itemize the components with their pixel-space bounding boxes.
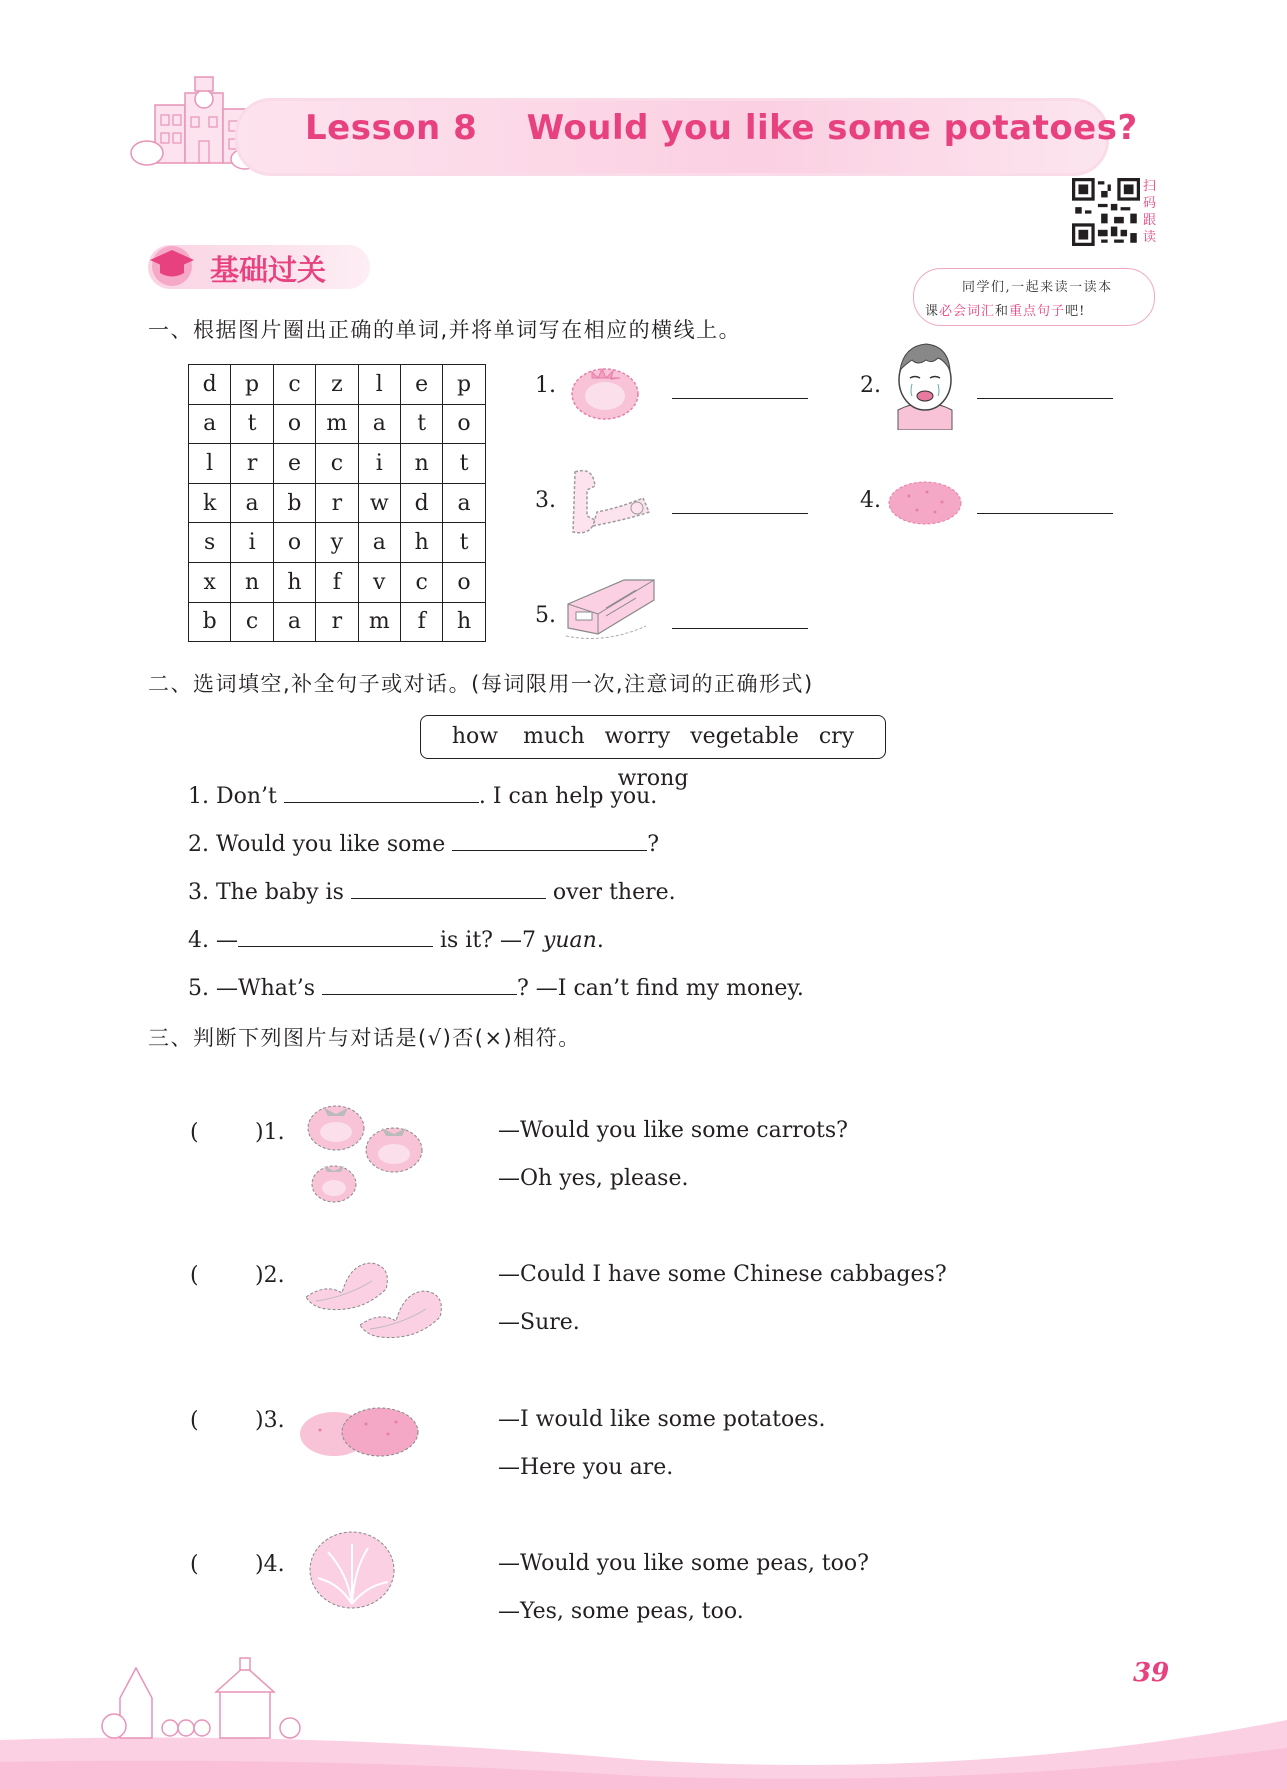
- word-option[interactable]: how much: [451, 724, 585, 749]
- dialogue-line: —Would you like some carrots?: [498, 1118, 848, 1143]
- potatoes-icon: [296, 1404, 422, 1462]
- dialogue-line: —Could I have some Chinese cabbages?: [498, 1262, 947, 1287]
- grid-cell[interactable]: d: [189, 365, 231, 405]
- open-paren: (: [190, 1408, 199, 1433]
- grid-cell[interactable]: a: [358, 523, 400, 563]
- fill-sentence-3: 3. The baby is over there.: [188, 880, 676, 905]
- grid-cell[interactable]: z: [316, 365, 358, 405]
- judge-box[interactable]: [208, 1257, 256, 1293]
- grid-cell[interactable]: t: [443, 523, 485, 563]
- grid-cell[interactable]: s: [189, 523, 231, 563]
- answer-blank[interactable]: [284, 782, 479, 803]
- reading-tip-line2: 课必会词汇和重点句子吧!: [925, 304, 1086, 319]
- grid-row: [189, 444, 486, 484]
- grid-cell[interactable]: c: [316, 444, 358, 484]
- answer-line[interactable]: [672, 513, 808, 514]
- tomato-icon: [568, 356, 642, 422]
- grid-cell[interactable]: r: [316, 483, 358, 523]
- grid-cell[interactable]: a: [358, 404, 400, 444]
- cabbages-icon: [300, 1255, 446, 1347]
- fill-sentence-4: 4. — is it? —7 yuan.: [188, 928, 604, 953]
- dialogue-line: —I would like some potatoes.: [498, 1407, 826, 1432]
- grid-cell[interactable]: b: [273, 483, 315, 523]
- grid-cell[interactable]: c: [400, 562, 442, 602]
- dialogue-line: —Oh yes, please.: [498, 1166, 689, 1191]
- grid-row: [189, 483, 486, 523]
- answer-line[interactable]: [977, 513, 1113, 514]
- answer-line[interactable]: [672, 398, 808, 399]
- dialogue-line: —Sure.: [498, 1310, 580, 1335]
- open-paren: (: [190, 1120, 199, 1145]
- town-illustration-icon: [100, 1650, 320, 1740]
- grid-cell[interactable]: c: [273, 365, 315, 405]
- grid-cell[interactable]: i: [358, 444, 400, 484]
- grid-cell[interactable]: r: [231, 444, 273, 484]
- item-number: )2.: [255, 1263, 285, 1288]
- cabbage-icon: [306, 1528, 398, 1612]
- graduation-cap-icon: [144, 240, 200, 288]
- grid-row: [189, 602, 486, 642]
- grid-cell[interactable]: o: [443, 404, 485, 444]
- open-paren: (: [190, 1263, 199, 1288]
- telephone-icon: [565, 466, 657, 538]
- item-number: )1.: [255, 1120, 285, 1145]
- grid-cell[interactable]: m: [358, 602, 400, 642]
- grid-cell[interactable]: n: [400, 444, 442, 484]
- dialogue-line: —Yes, some peas, too.: [498, 1599, 744, 1624]
- word-option[interactable]: worry: [604, 724, 671, 749]
- grid-cell[interactable]: o: [273, 404, 315, 444]
- grid-cell[interactable]: a: [189, 404, 231, 444]
- grid-cell[interactable]: o: [273, 523, 315, 563]
- item-number: 3.: [535, 488, 556, 513]
- grid-cell[interactable]: h: [443, 602, 485, 642]
- grid-cell[interactable]: h: [400, 523, 442, 563]
- answer-blank[interactable]: [322, 974, 517, 995]
- item-number: 4.: [860, 488, 881, 513]
- scan-label: 扫 码 跟 读: [1143, 179, 1157, 245]
- grid-cell[interactable]: a: [273, 602, 315, 642]
- grid-cell[interactable]: f: [400, 602, 442, 642]
- open-paren: (: [190, 1552, 199, 1577]
- item-number: )4.: [255, 1552, 285, 1577]
- item-number: 1.: [535, 373, 556, 398]
- grid-cell[interactable]: m: [316, 404, 358, 444]
- tomatoes-icon: [300, 1100, 430, 1210]
- grid-row: [189, 562, 486, 602]
- answer-line[interactable]: [977, 398, 1113, 399]
- grid-cell[interactable]: v: [358, 562, 400, 602]
- grid-row: [189, 523, 486, 563]
- grid-cell[interactable]: w: [358, 483, 400, 523]
- item-number: 2.: [860, 373, 881, 398]
- part2-heading: 二、选词填空,补全句子或对话。(每词限用一次,注意词的正确形式): [148, 672, 814, 696]
- grid-cell[interactable]: p: [231, 365, 273, 405]
- grid-cell[interactable]: a: [231, 483, 273, 523]
- grid-cell[interactable]: t: [443, 444, 485, 484]
- page-number: 39: [1133, 1658, 1170, 1688]
- grid-cell[interactable]: y: [316, 523, 358, 563]
- fill-sentence-2: 2. Would you like some ?: [188, 832, 660, 857]
- judge-box[interactable]: [208, 1402, 256, 1438]
- grid-cell[interactable]: e: [400, 365, 442, 405]
- grid-cell[interactable]: h: [273, 562, 315, 602]
- grid-cell[interactable]: a: [443, 483, 485, 523]
- dialogue-line: —Would you like some peas, too?: [498, 1551, 869, 1576]
- grid-cell[interactable]: l: [358, 365, 400, 405]
- dialogue-line: —Here you are.: [498, 1455, 674, 1480]
- train-icon: [562, 574, 662, 646]
- word-option[interactable]: vegetable: [690, 724, 799, 749]
- answer-blank[interactable]: [238, 926, 433, 947]
- grid-cell[interactable]: n: [231, 562, 273, 602]
- reading-tip-line1: 同学们,一起来读一读本: [962, 280, 1113, 295]
- word-option[interactable]: cry: [818, 724, 855, 749]
- grid-cell[interactable]: e: [273, 444, 315, 484]
- part1-heading: 一、根据图片圈出正确的单词,并将单词写在相应的横线上。: [148, 318, 742, 342]
- answer-blank[interactable]: [351, 878, 546, 899]
- grid-cell[interactable]: t: [231, 404, 273, 444]
- word-option[interactable]: wrong: [617, 766, 689, 791]
- word-search-grid[interactable]: [188, 364, 486, 642]
- grid-cell[interactable]: l: [189, 444, 231, 484]
- grid-cell[interactable]: d: [400, 483, 442, 523]
- grid-cell[interactable]: f: [316, 562, 358, 602]
- word-bank: [420, 715, 886, 791]
- grid-row: [189, 404, 486, 444]
- judge-box[interactable]: [208, 1114, 256, 1150]
- grid-cell[interactable]: x: [189, 562, 231, 602]
- judge-box[interactable]: [208, 1546, 256, 1582]
- fill-sentence-1: 1. Don’t . I can help you.: [188, 784, 658, 809]
- answer-blank[interactable]: [452, 830, 647, 851]
- potato-icon: [887, 478, 963, 528]
- grid-cell[interactable]: o: [443, 562, 485, 602]
- section-title: 基础过关: [210, 253, 327, 287]
- item-number: )3.: [255, 1408, 285, 1433]
- grid-cell[interactable]: i: [231, 523, 273, 563]
- grid-cell[interactable]: k: [189, 483, 231, 523]
- part3-heading: 三、判断下列图片与对话是(√)否(×)相符。: [148, 1026, 581, 1050]
- grid-cell[interactable]: b: [189, 602, 231, 642]
- grid-row: [189, 365, 486, 405]
- crying-boy-icon: [890, 340, 960, 430]
- item-number: 5.: [535, 603, 556, 628]
- grid-cell[interactable]: c: [231, 602, 273, 642]
- fill-sentence-5: 5. —What’s ? —I can’t find my money.: [188, 976, 804, 1001]
- grid-cell[interactable]: p: [443, 365, 485, 405]
- grid-cell[interactable]: t: [400, 404, 442, 444]
- lesson-title: Lesson 8 Would you like some potatoes?: [305, 108, 1138, 148]
- answer-line[interactable]: [672, 628, 808, 629]
- grid-cell[interactable]: r: [316, 602, 358, 642]
- qr-code-icon[interactable]: [1072, 178, 1140, 246]
